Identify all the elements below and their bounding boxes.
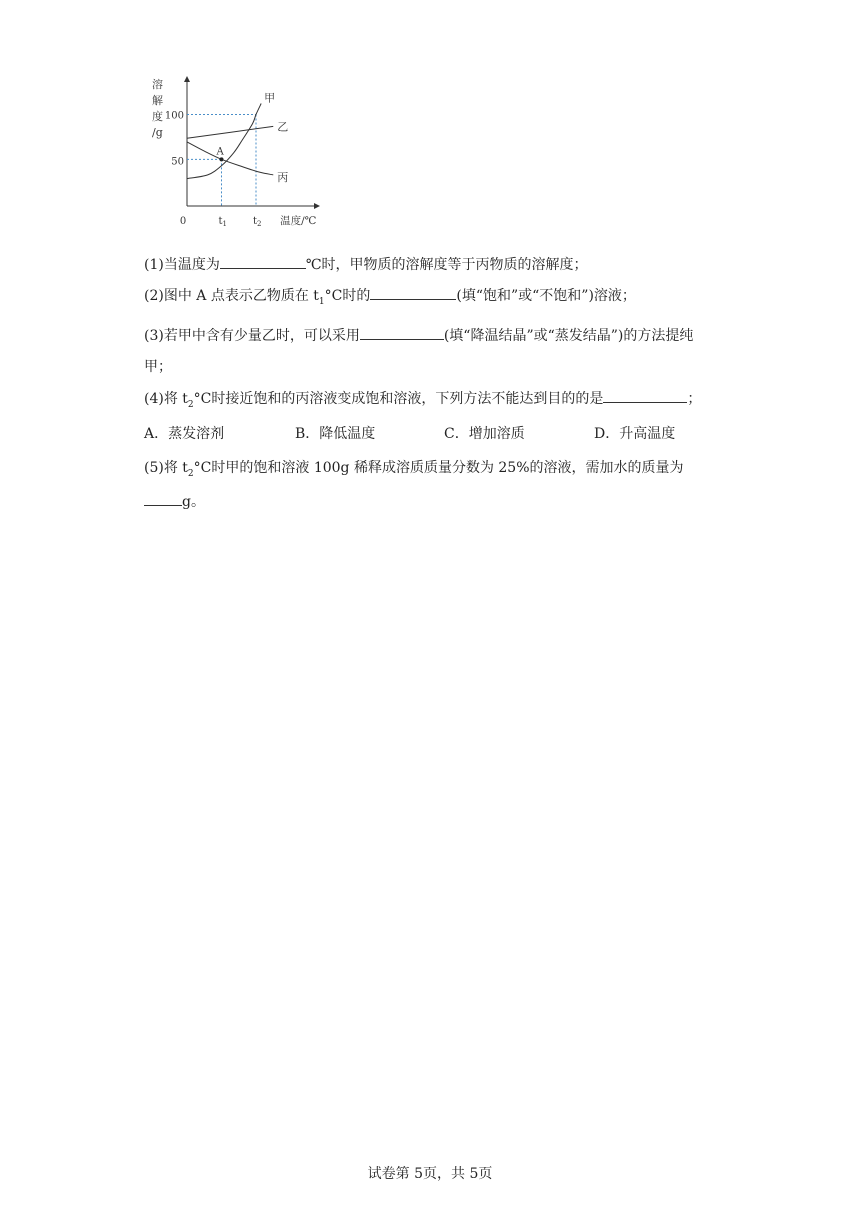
solubility-chart: [140, 70, 340, 235]
q4-text-after: °C时接近饱和的丙溶液变成饱和溶液，下列方法不能达到目的的是: [193, 391, 604, 407]
q2-text-before: (2)图中 A 点表示乙物质在 t: [144, 288, 319, 304]
y-axis-label-char: 度: [152, 110, 163, 123]
x-tick-subscript: 2: [257, 220, 262, 228]
q2-subscript: 1: [318, 296, 325, 307]
question-2: [144, 285, 636, 312]
q2-text-mid: °C时的: [324, 288, 371, 304]
x-tick-label-t1: $t_1$: [218, 216, 227, 228]
q4-option-d[interactable]: D．升高温度: [594, 426, 676, 442]
q4-text-end: ；: [687, 391, 702, 407]
q4-option-a[interactable]: A．蒸发溶剂: [144, 426, 225, 442]
q5-text-after: °C时甲的饱和溶液 100g 稀释成溶质质量分数为 25%的溶液，需加水的质量为: [193, 460, 684, 476]
q4-answer-blank[interactable]: [603, 388, 687, 403]
page-footer: 试卷第 5页，共 5页: [367, 1166, 493, 1182]
q3-text-after: (填“降温结晶”或“蒸发结晶”)的方法提纯: [443, 328, 694, 344]
y-tick-label-100: 100: [164, 110, 184, 122]
y-axis-label-char: 溶: [152, 78, 163, 91]
q5-text-before: (5)将 t: [144, 460, 188, 476]
question-3: [144, 325, 693, 346]
q1-text-after: ℃时，甲物质的溶解度等于丙物质的溶解度；: [305, 257, 588, 273]
series-label-0: 甲: [264, 91, 276, 105]
y-axis-label-char: /g: [152, 126, 163, 139]
q2-answer-blank[interactable]: [370, 285, 456, 300]
x-axis-arrow: [314, 203, 320, 209]
x-tick-label-t2: $t_2$: [253, 216, 262, 228]
question-3-continued: 甲；: [144, 359, 172, 375]
q1-text-before: (1)当温度为: [144, 257, 220, 273]
series-curve-2: [187, 142, 273, 175]
y-axis-arrow: [184, 76, 190, 82]
q5-text-end: g。: [182, 494, 205, 510]
series-curve-1: [187, 126, 273, 138]
question-1: [144, 254, 588, 275]
q3-text-before: (3)若甲中含有少量乙时，可以采用: [144, 328, 360, 344]
q5-answer-blank[interactable]: [144, 491, 182, 506]
q3-answer-blank[interactable]: [360, 325, 444, 340]
question-5-continued: [144, 491, 205, 512]
x-axis-label: 温度/℃: [280, 215, 317, 227]
q5-subscript: 2: [187, 468, 194, 479]
q4-text-before: (4)将 t: [144, 391, 188, 407]
series-label-2: 丙: [277, 170, 289, 184]
point-a-marker: [220, 157, 224, 161]
q4-subscript: 2: [187, 399, 194, 410]
series-label-1: 乙: [277, 120, 289, 134]
q4-option-c[interactable]: C．增加溶质: [444, 426, 525, 442]
question-4: [144, 388, 701, 415]
q4-option-b[interactable]: B．降低温度: [295, 426, 376, 442]
x-tick-subscript: 1: [222, 220, 227, 228]
q2-text-after: (填“饱和”或“不饱和”)溶液；: [456, 288, 636, 304]
origin-label: 0: [179, 216, 187, 227]
y-axis-label-char: 解: [152, 94, 163, 107]
question-5: [144, 458, 684, 484]
q1-answer-blank[interactable]: [220, 254, 306, 269]
y-tick-label-50: 50: [171, 156, 184, 168]
point-a-label: A: [216, 146, 224, 158]
